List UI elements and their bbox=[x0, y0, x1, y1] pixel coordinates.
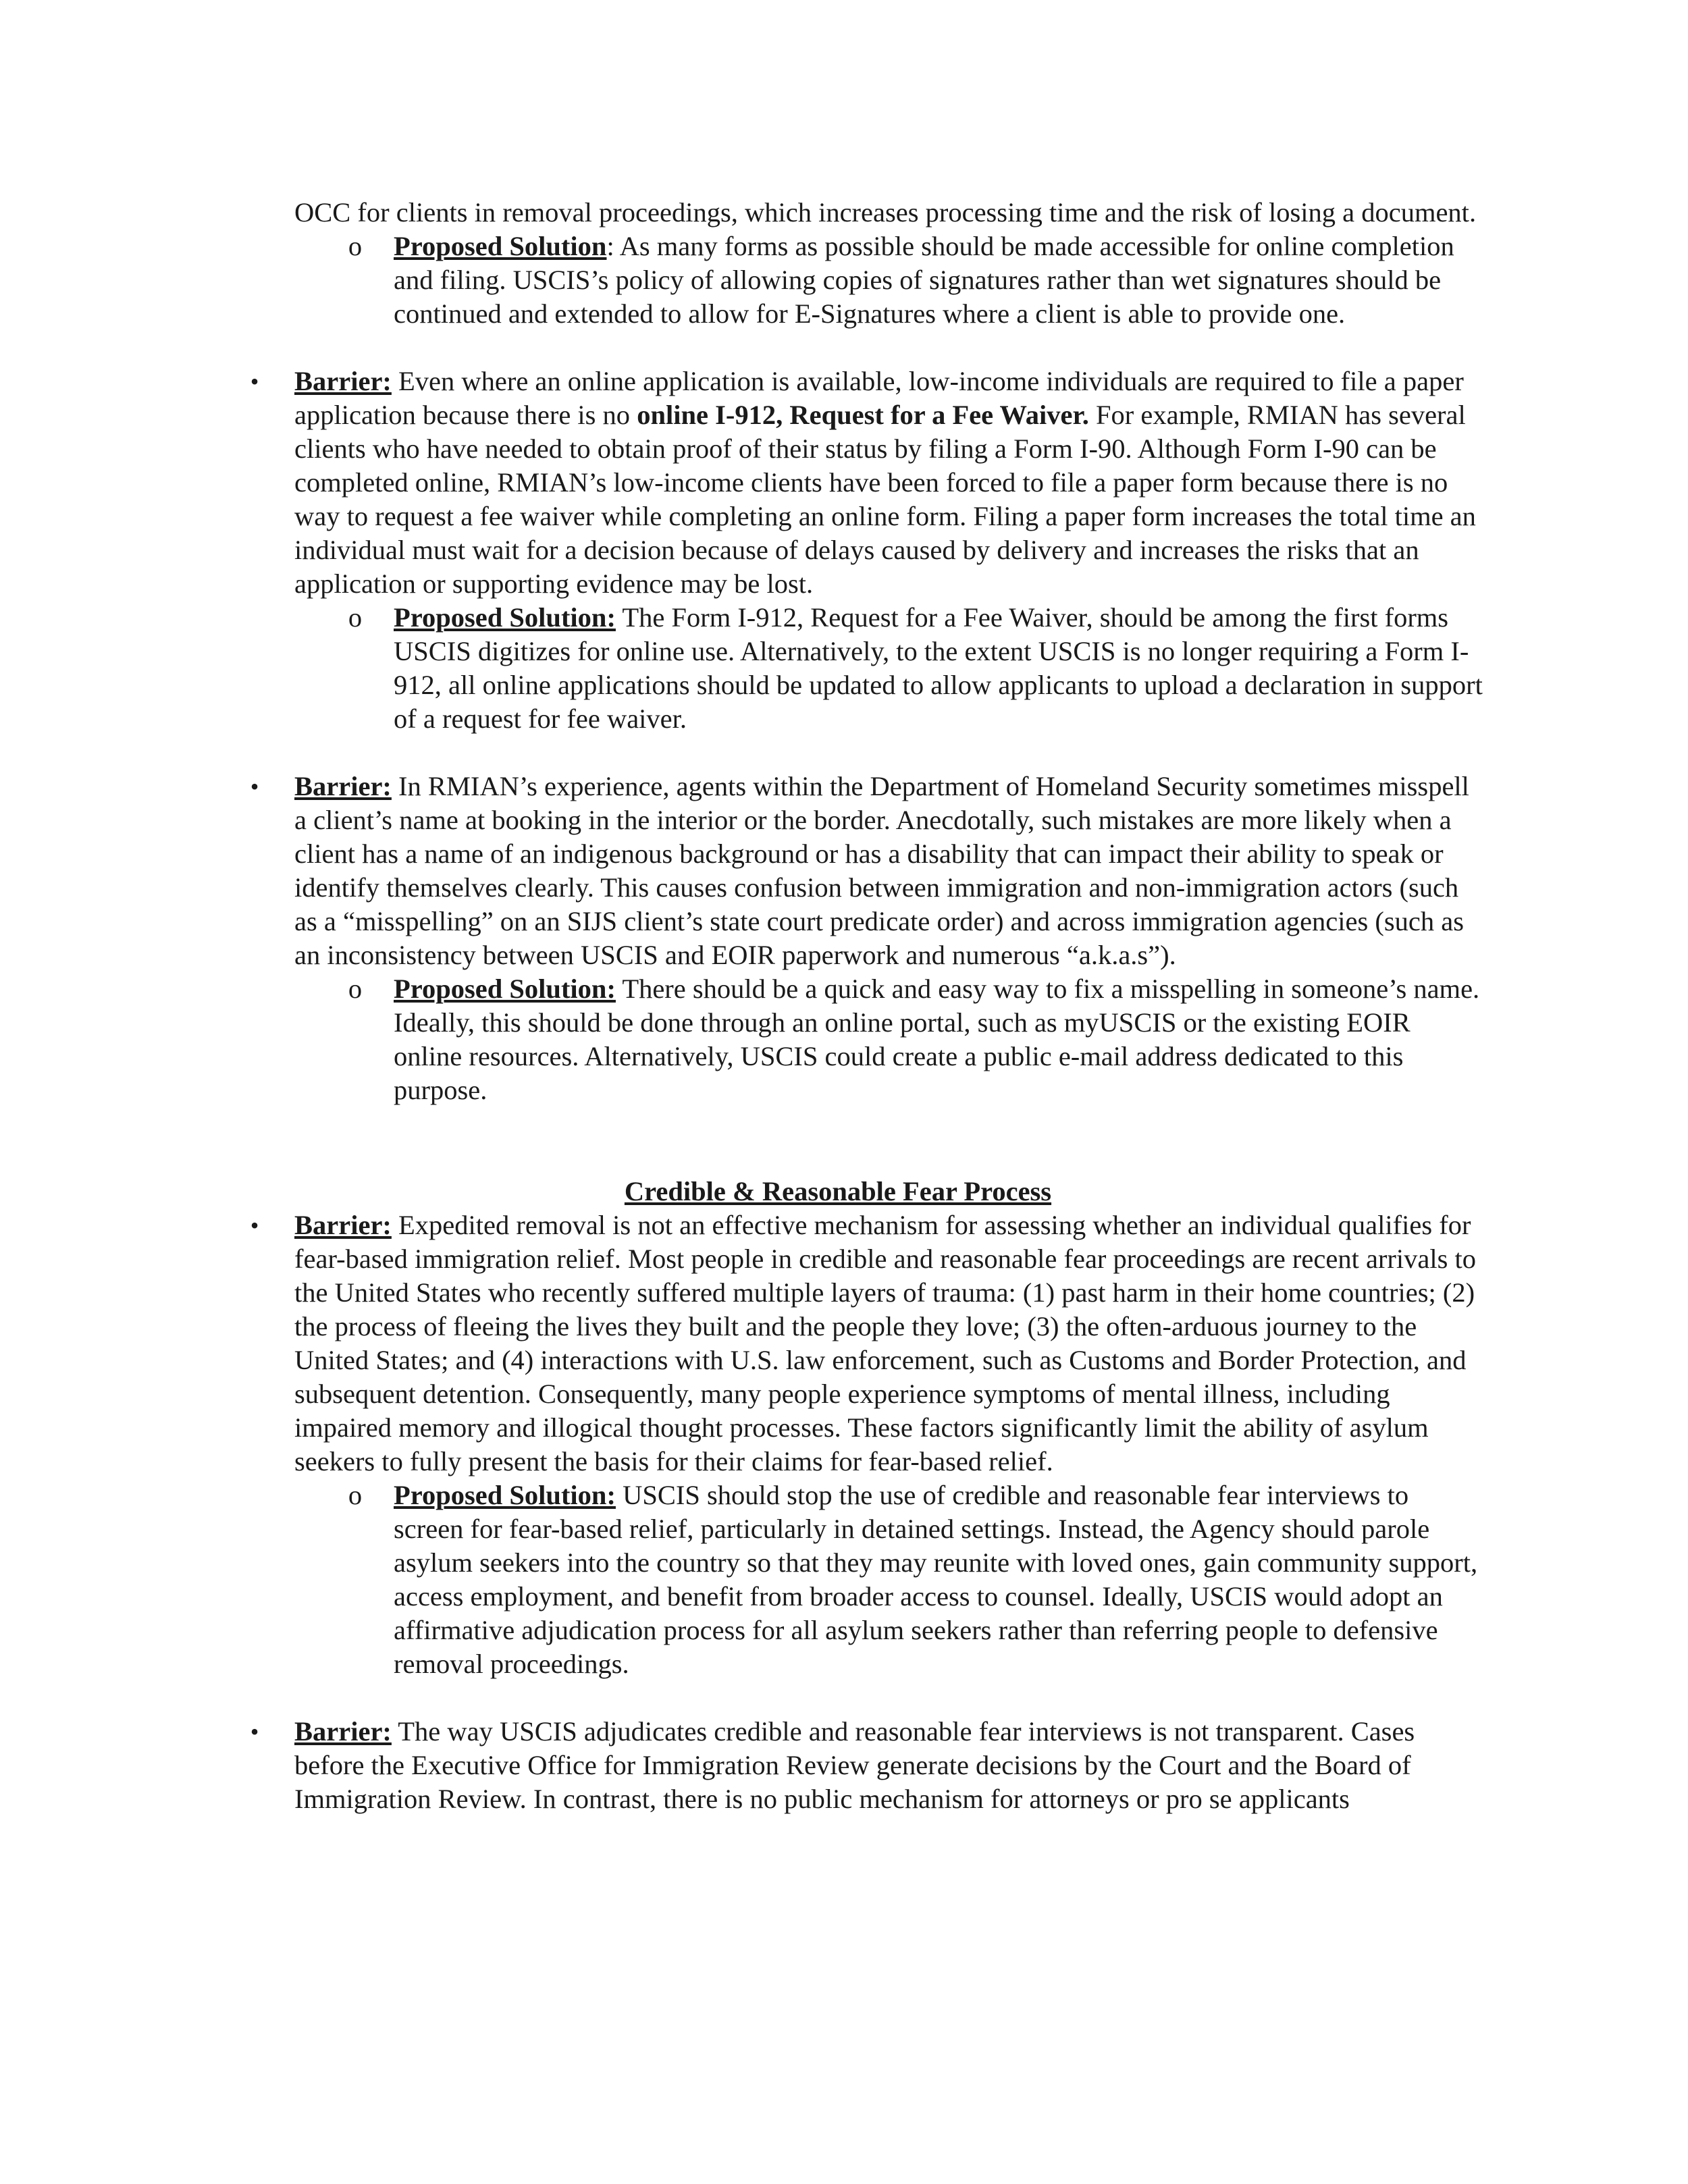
intro-proposed-solution bbox=[348, 230, 1483, 331]
sub-bullet-marker: o bbox=[348, 974, 363, 1004]
bullet-marker: • bbox=[250, 368, 259, 395]
sub-bullet-marker: o bbox=[348, 602, 363, 633]
barrier-bold-text: online I-912, Request for a Fee Waiver. bbox=[637, 400, 1089, 430]
barrier-name-misspelling bbox=[250, 770, 1483, 972]
proposed-solution-label: Proposed Solution bbox=[394, 231, 607, 261]
barrier-fee-waiver-solution bbox=[348, 601, 1483, 736]
proposed-solution-text: USCIS should stop the use of credible and reasonable fear interviews to screen for fear-based relief, particularly in detained settings. Instead, the Agency should parole asylum seekers into the country so that they may reunite with loved ones, gain community support, access employment, and benefit from broader access to counsel. Ideally, USCIS would adopt an affirmative adjudication process for all asylum seekers rather than referring people to defensive removal proceedings. bbox=[394, 1480, 1478, 1679]
barrier-name-misspelling-solution bbox=[348, 972, 1483, 1107]
proposed-solution-label: Proposed Solution: bbox=[394, 1480, 616, 1510]
sub-bullet-marker: o bbox=[348, 231, 363, 261]
barrier-fee-waiver bbox=[250, 365, 1483, 601]
proposed-solution-text: : As many forms as possible should be made accessible for online completion and filing. USCIS’s policy of allowing copies of signatures rather than wet signatures should be continued and extended to allow for E-Signatures where a client is able to provide one. bbox=[394, 231, 1454, 329]
barrier-text: The way USCIS adjudicates credible and reasonable fear interviews is not transparent. Cases before the Executive Office for Immigration Review generate decisions by the Court and the Board of Immigration Review. In contrast, there is no public mechanism for attorneys or pro se applicants bbox=[294, 1716, 1415, 1814]
section-heading: Credible & Reasonable Fear Process bbox=[624, 1176, 1052, 1206]
barrier-label: Barrier: bbox=[294, 1210, 392, 1240]
barrier-label: Barrier: bbox=[294, 366, 392, 396]
proposed-solution-text: The Form I-912, Request for a Fee Waiver, should be among the first forms USCIS digitizes for online use. Alternatively, to the extent USCIS is no longer requiring a Form I-912, all online applications should be updated to allow applicants to upload a declaration in support of a request for fee waiver. bbox=[394, 602, 1483, 734]
bullet-marker: • bbox=[250, 1212, 259, 1239]
barrier-label: Barrier: bbox=[294, 1716, 392, 1747]
sub-bullet-marker: o bbox=[348, 1480, 363, 1510]
barrier-expedited-removal-solution bbox=[348, 1479, 1483, 1681]
intro-paragraph: OCC for clients in removal proceedings, which increases processing time and the risk of losing a document. bbox=[294, 197, 1477, 228]
bullet-marker: • bbox=[250, 1718, 259, 1745]
proposed-solution-text: There should be a quick and easy way to fix a misspelling in someone’s name. Ideally, this should be done through an online portal, such as myUSCIS or the existing EOIR online resources. Alternatively, USCIS could create a public e-mail address dedicated to this purpose. bbox=[394, 974, 1480, 1105]
barrier-text: Even where an online application is available, low-income individuals are required to file a paper application because there is no bbox=[294, 366, 1464, 430]
barrier-text: Expedited removal is not an effective mechanism for assessing whether an individual qualifies for fear-based immigration relief. Most people in credible and reasonable fear proceedings are recent arrivals to the United States who recently suffered multiple layers of trauma: (1) past harm in their home countries; (2) the process of fleeing the lives they built and the people they love; (3) the often-arduous journey to the United States; and (4) interactions with U.S. law enforcement, such as Customs and Border Protection, and subsequent detention. Consequently, many people experience symptoms of mental illness, including impaired memory and illogical thought processes. These factors significantly limit the ability of asylum seekers to fully present the basis for their claims for fear-based relief. bbox=[294, 1210, 1477, 1476]
proposed-solution-label: Proposed Solution: bbox=[394, 602, 616, 633]
barrier-text: In RMIAN’s experience, agents within the Department of Homeland Security sometimes misspell a client’s name at booking in the interior or the border. Anecdotally, such mistakes are more likely when a client has a name of an indigenous background or has a disability that can impact their ability to speak or identify themselves clearly. This causes confusion between immigration and non-immigration actors (such as a “misspelling” on an SIJS client’s state court predicate order) and across immigration agencies (such as an inconsistency between USCIS and EOIR paperwork and numerous “a.k.a.s”). bbox=[294, 771, 1469, 970]
proposed-solution-label: Proposed Solution: bbox=[394, 974, 616, 1004]
barrier-text-continued: For example, RMIAN has several clients who have needed to obtain proof of their status by filing a Form I-90. Although Form I-90 can be completed online, RMIAN’s low-income clients have been forced to file a paper form because there is no way to request a fee waiver while completing an online form. Filing a paper form increases the total time an individual must wait for a decision because of delays caused by delivery and increases the risks that an application or supporting evidence may be lost. bbox=[294, 400, 1476, 599]
barrier-expedited-removal bbox=[250, 1208, 1483, 1479]
barrier-transparency bbox=[250, 1715, 1483, 1816]
document-body bbox=[250, 196, 1483, 1816]
barrier-label: Barrier: bbox=[294, 771, 392, 801]
bullet-marker: • bbox=[250, 773, 259, 800]
